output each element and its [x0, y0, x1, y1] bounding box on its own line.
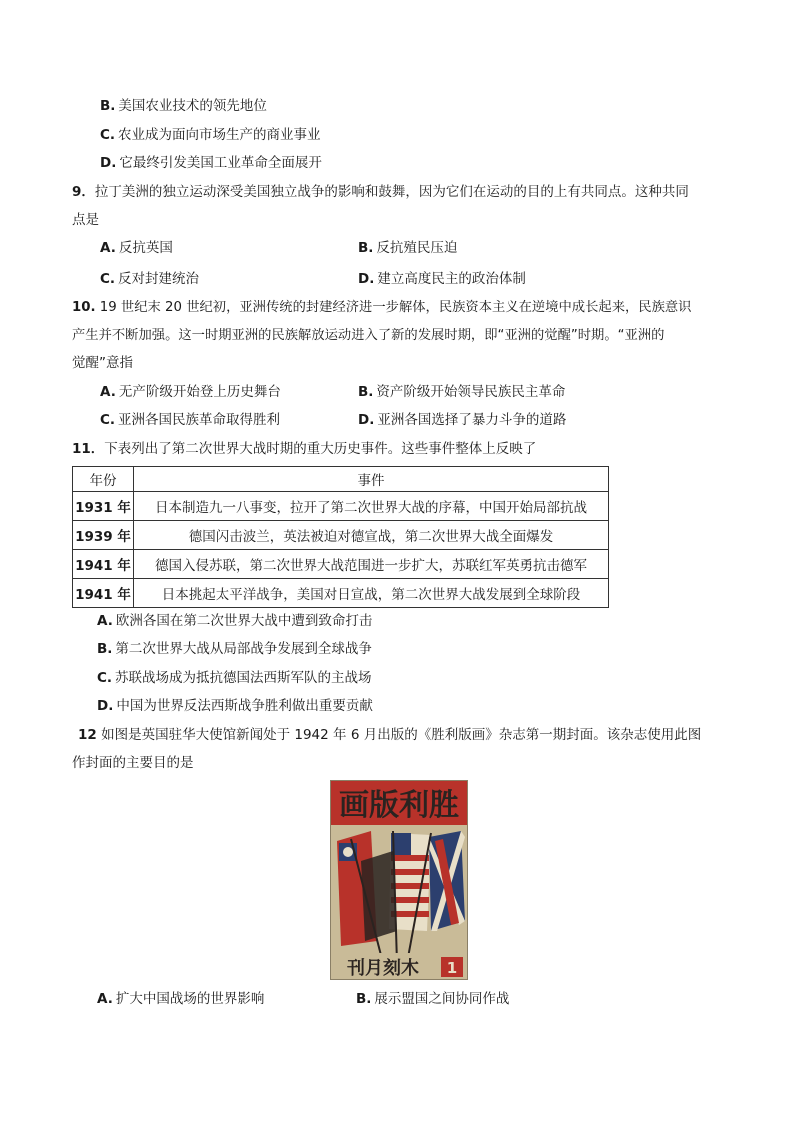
q8-option-c: C. 农业成为面向市场生产的商业事业 [100, 127, 321, 143]
q11-option-d: D. 中国为世界反法西斯战争胜利做出重要贡献 [97, 698, 373, 714]
q10-option-c: C. 亚洲各国民族革命取得胜利 [100, 412, 281, 428]
q12-option-a: A. 扩大中国战场的世界影响 [97, 991, 265, 1007]
table-cell-year: 1941 年 [73, 550, 134, 579]
table-row [73, 550, 609, 579]
q12-stem-line1: 12 如图是英国驻华大使馆新闻处于 1942 年 6 月出版的《胜利版画》杂志第一期封面。该杂志使用此图 [78, 727, 702, 743]
table-row [73, 579, 609, 608]
poster-subtitle: 刊月刻木 [347, 958, 419, 979]
q10-stem-line1: 10. 19 世纪末 20 世纪初，亚洲传统的封建经济进一步解体，民族资本主义在逆境中成长起来，民族意识 [72, 300, 692, 315]
q8-option-d: D. 它最终引发美国工业革命全面展开 [100, 155, 322, 171]
q10-option-b: B. 资产阶级开始领导民族民主革命 [358, 384, 566, 400]
table-header-row [73, 467, 609, 492]
table-cell-year: 1931 年 [73, 492, 134, 521]
table-row [73, 492, 609, 521]
q10-option-d: D. 亚洲各国选择了暴力斗争的道路 [358, 412, 567, 428]
q9-stem-line1: 9．拉丁美洲的独立运动深受美国独立战争的影响和鼓舞，因为它们在运动的目的上有共同点。这种共同 [72, 184, 689, 200]
table-cell-event: 日本挑起太平洋战争，美国对日宣战，第二次世界大战发展到全球阶段 [134, 579, 609, 608]
q12-option-b: B. 展示盟国之间协同作战 [356, 991, 510, 1007]
q11-option-b: B. 第二次世界大战从局部战争发展到全球战争 [97, 641, 372, 657]
table-row [73, 521, 609, 550]
table-cell-event: 日本制造九一八事变，拉开了第二次世界大战的序幕，中国开始局部抗战 [134, 492, 609, 521]
table-cell-event: 德国闪击波兰，英法被迫对德宣战，第二次世界大战全面爆发 [134, 521, 609, 550]
q11-option-c: C. 苏联战场成为抵抗德国法西斯军队的主战场 [97, 670, 372, 686]
table-header-event: 事件 [134, 467, 609, 492]
table-cell-year: 1939 年 [73, 521, 134, 550]
q11-events-table [72, 466, 609, 608]
q11-option-a: A. 欧洲各国在第二次世界大战中遭到致命打击 [97, 613, 373, 629]
table-cell-event: 德国入侵苏联，第二次世界大战范围进一步扩大，苏联红军英勇抗击德军 [134, 550, 609, 579]
q12-stem-line2: 作封面的主要目的是 [72, 755, 194, 771]
poster-artwork [331, 781, 467, 979]
poster-title: 画版利胜 [339, 788, 459, 823]
q9-stem-line2: 点是 [72, 212, 99, 228]
q10-option-a: A. 无产阶级开始登上历史舞台 [100, 384, 281, 400]
poster-issue-number: 1 [446, 959, 458, 977]
table-cell-year: 1941 年 [73, 579, 134, 608]
q9-option-b: B. 反抗殖民压迫 [358, 240, 458, 256]
q10-stem-line3: 觉醒”意指 [72, 355, 133, 371]
q9-option-a: A. 反抗英国 [100, 240, 173, 256]
q10-stem-line2: 产生并不断加强。这一时期亚洲的民族解放运动进入了新的发展时期，即“亚洲的觉醒”时期。“亚洲的 [72, 328, 665, 343]
q11-stem: 11．下表列出了第二次世界大战时期的重大历史事件。这些事件整体上反映了 [72, 441, 537, 457]
q8-option-b: B. 美国农业技术的领先地位 [100, 98, 267, 114]
victory-woodcut-poster [330, 780, 468, 980]
q9-option-d: D. 建立高度民主的政治体制 [358, 271, 526, 287]
q9-option-c: C. 反对封建统治 [100, 271, 200, 287]
table-header-year: 年份 [73, 467, 134, 492]
